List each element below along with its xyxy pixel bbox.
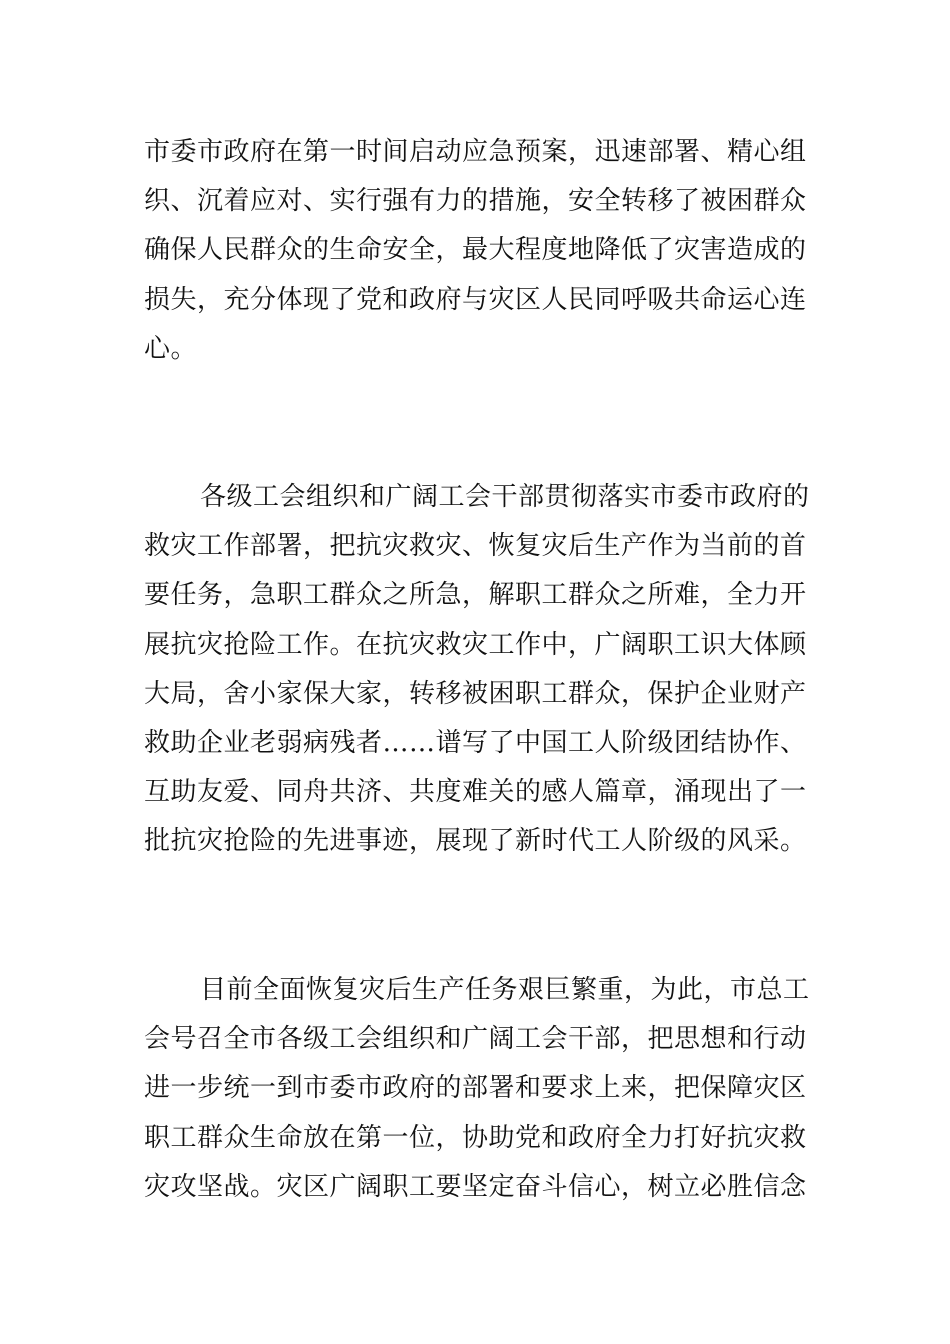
text-line: 灾攻坚战。灾区广阔职工要坚定奋斗信心，树立必胜信念 [144,1171,807,1202]
text-line: 织、沉着应对、实行强有力的措施，安全转移了被困群众 [144,186,807,217]
text-line: 心。 [144,333,198,364]
text-line: 展抗灾抢险工作。在抗灾救灾工作中，广阔职工识大体顾 [144,629,807,660]
text-line-indented: 各级工会组织和广阔工会干部贯彻落实市委市政府的 [200,482,810,512]
text-line: 进一步统一到市委市政府的部署和要求上来，把保障灾区 [144,1073,807,1104]
text-line: 救灾工作部署，把抗灾救灾、恢复灾后生产作为当前的首 [144,531,807,562]
paragraph-3 [144,966,814,1212]
text-line-indented: 目前全面恢复灾后生产任务艰巨繁重，为此，市总工 [200,975,810,1005]
text-line: 会号召全市各级工会组织和广阔工会干部，把思想和行动 [144,1024,807,1055]
text-line: 确保人民群众的生命安全，最大程度地降低了灾害造成的 [144,235,807,266]
text-line: 大局，舍小家保大家，转移被困职工群众，保护企业财产 [144,678,807,709]
paragraph-1 [144,128,814,374]
paragraph-2 [144,473,814,867]
text-line: 职工群众生命放在第一位，协助党和政府全力打好抗灾救 [144,1122,807,1153]
text-line: 批抗灾抢险的先进事迹，展现了新时代工人阶级的风采。 [144,826,807,857]
text-line: 互助友爱、同舟共济、共度难关的感人篇章，涌现出了一 [144,777,807,808]
text-line: 损失，充分体现了党和政府与灾区人民同呼吸共命运心连 [144,284,807,315]
text-line: 救助企业老弱病残者……谱写了中国工人阶级团结协作、 [144,728,807,759]
text-line: 市委市政府在第一时间启动应急预案，迅速部署、精心组 [144,137,807,167]
text-line: 要任务，急职工群众之所急，解职工群众之所难，全力开 [144,580,807,611]
